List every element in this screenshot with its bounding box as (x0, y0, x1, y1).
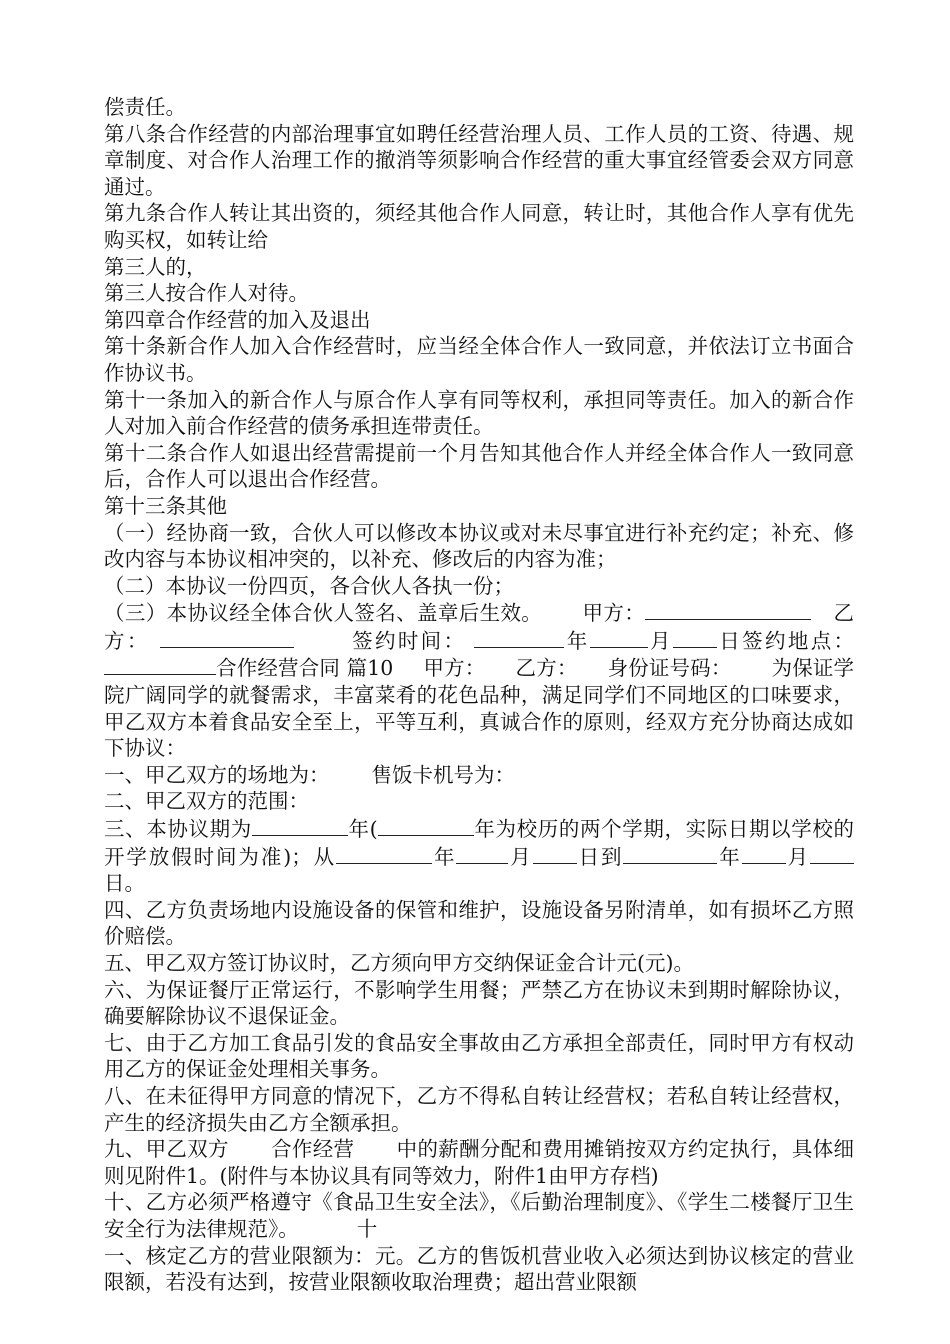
item-6: 六、为保证餐厅正常运行，不影响学生用餐；严禁乙方在协议未到期时解除协议，确要解除协议不退保证金。 (104, 977, 854, 1029)
article-8: 第八条合作经营的内部治理事宜如聘任经营治理人员、工作人员的工资、待遇、规章制度、对合作人治理工作的撤消等须影响合作经营的重大事宜经管委会双方同意通过。 (104, 121, 854, 199)
item-9-text: 中的薪酬分配和费用摊销按双方约定执行，具体细则见附件1。(附件与本协议具有同等效力，附件1由甲方存档) (104, 1137, 855, 1188)
item-9-text: 九、甲乙双方 (104, 1137, 229, 1162)
item-3-text: 年 (717, 844, 742, 869)
item-3 (104, 815, 854, 897)
sign-time-label: 签约时间： (349, 628, 467, 653)
id-number-label: 身份证号码： (607, 656, 732, 681)
item-3-text: 日。 (104, 871, 145, 896)
blank (456, 843, 508, 864)
item-3-text: 年( (347, 817, 378, 842)
item-5: 五、甲乙双方签订协议时，乙方须向甲方交纳保证金合计元(元)。 (104, 951, 694, 975)
month-label: 月 (647, 628, 673, 653)
item-10-text: 十、乙方必须严格遵守《食品卫生安全法》，《后勤治理制度》、《学生二楼餐厅卫生安全行为法律规范》。 (104, 1190, 854, 1241)
item-8: 八、在未征得甲方同意的情况下，乙方不得私自转让经营权；若私自转让经营权，产生的经济损失由乙方全额承担。 (104, 1083, 854, 1135)
paragraph: 第三人的， (104, 254, 207, 279)
party-a-blank-cont (765, 599, 811, 620)
year-blank (474, 627, 564, 648)
party-a-blank (645, 599, 765, 620)
signing-block (104, 599, 854, 762)
blank (533, 843, 577, 864)
item-10 (104, 1189, 854, 1242)
article-12: 第十二条合作人如退出经营需提前一个月告知其他合作人并经全体合作人一致同意后，合作人可以退出合作经营。 (104, 440, 854, 492)
clause-3: （三）本协议经全体合伙人签名、盖章后生效。 (104, 601, 543, 626)
item-4: 四、乙方负责场地内设施设备的保管和维护，设施设备另附清单，如有损坏乙方照价赔偿。 (104, 897, 854, 949)
item-1-venue: 一、甲乙双方的场地为： (104, 762, 330, 787)
item-10-text: 十 (356, 1216, 378, 1241)
chapter-4-heading: 第四章合作经营的加入及退出 (104, 307, 371, 332)
blank (252, 815, 348, 836)
item-3-text: 年 (432, 844, 457, 869)
blank (623, 843, 717, 864)
day-blank (673, 627, 717, 648)
item-9-text: 合作经营 (270, 1137, 355, 1162)
blank (378, 815, 474, 836)
party-b-blank (160, 627, 294, 648)
item-7: 七、由于乙方加工食品引发的食品安全事故由乙方承担全部责任，同时甲方有权动用乙方的保证金处理相关事务。 (104, 1030, 854, 1082)
sign-place-label: 签约地点： (742, 628, 855, 653)
party-a-label: 甲方： (582, 601, 646, 626)
party-b2-label: 乙方： (515, 656, 578, 681)
party-a2-label: 甲方： (423, 656, 486, 681)
item-3-text: 月 (508, 844, 533, 869)
item-1-card-machine: 售饭卡机号为： (371, 762, 515, 787)
clause-2: （二）本协议一份四页，各合伙人各执一份； (104, 573, 514, 598)
day-label: 日 (716, 628, 743, 653)
blank (336, 843, 432, 864)
document-page (104, 94, 854, 1296)
paragraph: 第三人按合作人对待。 (104, 281, 309, 306)
item-9 (104, 1136, 854, 1189)
item-2: 二、甲乙双方的范围： (104, 789, 309, 814)
article-13-heading: 第十三条其他 (104, 493, 227, 518)
clause-1: （一）经协商一致，合伙人可以修改本协议或对未尽事宜进行补充约定；补充、修改内容与本协议相冲突的，以补充、修改后的内容为准； (104, 520, 854, 572)
item-3-text: 月 (785, 844, 811, 869)
article-11: 第十一条加入的新合作人与原合作人享有同等权利，承担同等责任。加入的新合作人对加入前合作经营的债务承担连带责任。 (104, 387, 854, 439)
contract-title: 合作经营合同 篇10 (216, 656, 394, 681)
month-blank (590, 627, 648, 648)
blank (810, 843, 854, 864)
item-3-text: 年为校历的两个学期，实际日期以学校的开学放假时间为准)；从 (104, 817, 855, 869)
sign-place-blank (104, 654, 216, 675)
paragraph: 偿责任。 (104, 95, 186, 119)
blank (742, 843, 786, 864)
party-b-label: 乙方： (104, 601, 855, 653)
item-3-text: 日到 (576, 844, 624, 869)
item-11: 一、核定乙方的营业限额为：元。乙方的售饭机营业收入必须达到协议核定的营业限额，若没有达到，按营业限额收取治理费；超出营业限额 (104, 1243, 854, 1295)
contract-intro: 为保证学院广阔同学的就餐需求，丰富菜肴的花色品种，满足同学们不同地区的口味要求，甲乙双方本着食品安全至上，平等互利，真诚合作的原则，经双方充分协商达成如下协议： (104, 656, 855, 761)
item-1 (104, 762, 854, 789)
item-3-text: 三、本协议期为 (104, 817, 252, 842)
article-10: 第十条新合作人加入合作经营时，应当经全体合作人一致同意，并依法订立书面合作协议书。 (104, 334, 854, 385)
year-label: 年 (564, 628, 590, 653)
article-9: 第九条合作人转让其出资的，须经其他合作人同意，转让时，其他合作人享有优先购买权，如转让给 (104, 201, 854, 252)
